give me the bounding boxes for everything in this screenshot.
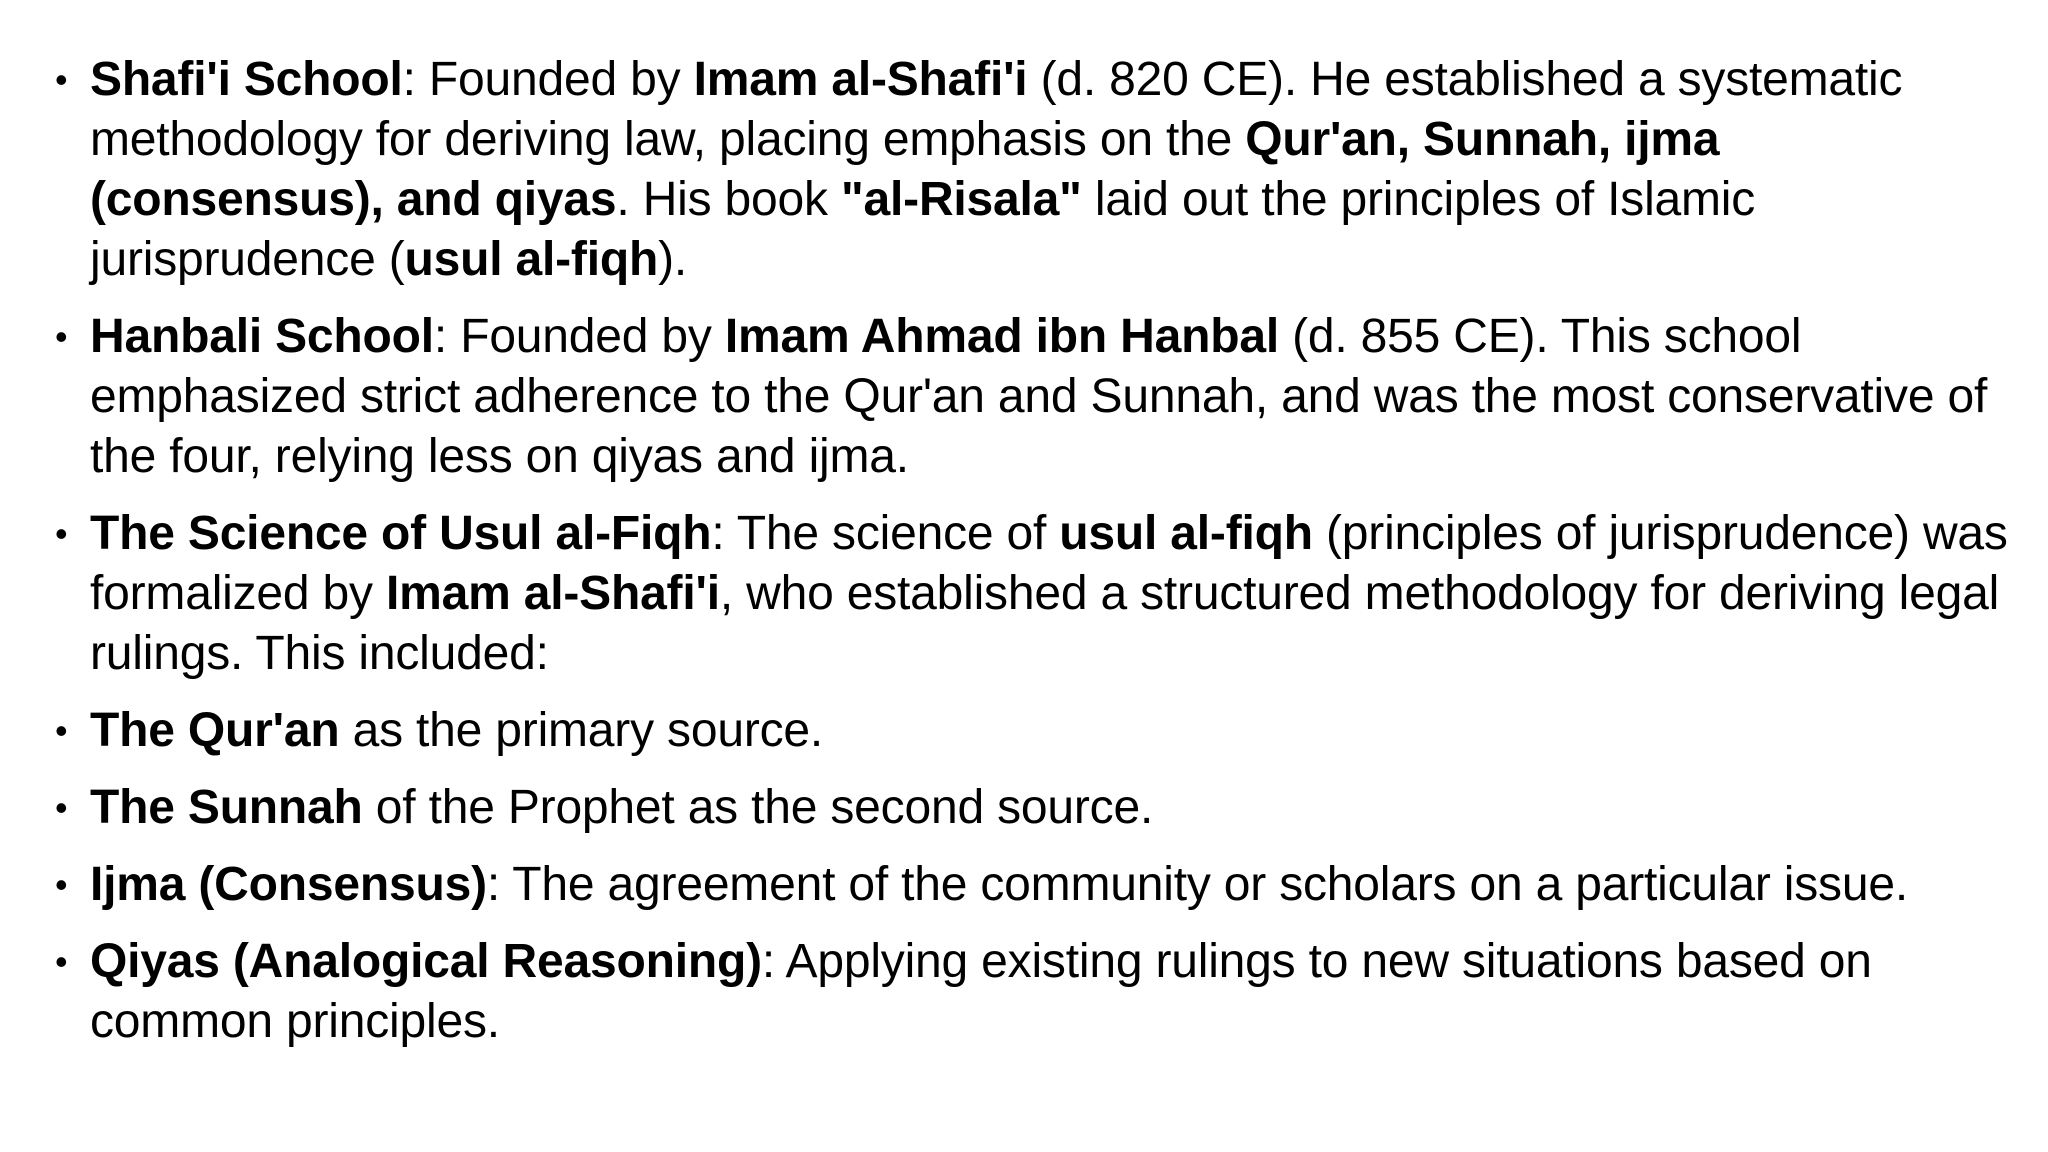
bold-term: Imam al-Shafi'i (693, 53, 1028, 106)
text-segment: , who established a structured methodology for deriving legal rulings. This included: (90, 567, 2000, 680)
text-segment: : Applying existing rulings to new situations based on common principles. (90, 935, 1872, 1048)
bold-term: Hanbali School (90, 310, 434, 363)
bullet-dot-icon: • (55, 941, 68, 982)
bullet-item-ijma (55, 855, 2015, 915)
bullet-text (90, 53, 1902, 286)
bullet-list (55, 50, 2015, 1069)
bullet-item-hanbali-school (55, 307, 2015, 487)
bold-term: The Qur'an (90, 704, 340, 757)
bold-term: Ijma (Consensus) (90, 858, 487, 911)
text-segment: of the Prophet as the second source. (362, 781, 1154, 834)
text-segment: (d. 855 CE). This school emphasized strict adherence to the Qur'an and Sunnah, and was the most conservative of the four, relying less on qiyas and ijma. (90, 310, 1988, 483)
bullet-item-usul-al-fiqh (55, 504, 2015, 684)
text-segment: (principles of jurisprudence) was formalized by (90, 507, 2008, 620)
bullet-text (90, 507, 2008, 680)
text-segment: : Founded by (433, 310, 725, 363)
bullet-dot-icon: • (55, 513, 68, 554)
text-segment: . His book (616, 173, 841, 226)
bold-term: Qur'an, Sunnah, ijma (consensus), and qiyas (90, 113, 1720, 226)
bullet-item-sunnah (55, 778, 2015, 838)
bullet-item-qiyas (55, 932, 2015, 1052)
bullet-dot-icon: • (55, 864, 68, 905)
bullet-text (90, 935, 1872, 1048)
bold-term: "al-Risala" (840, 173, 1082, 226)
bullet-item-shafii-school (55, 50, 2015, 290)
bold-term: Shafi'i School (90, 53, 403, 106)
text-segment: (d. 820 CE). He established a systematic methodology for deriving law, placing emphasis on the (90, 53, 1903, 166)
text-segment: : The science of (711, 507, 1060, 560)
bullet-dot-icon: • (55, 710, 68, 751)
text-segment: as the primary source. (339, 704, 824, 757)
bold-term: Qiyas (Analogical Reasoning) (90, 935, 762, 988)
bullet-dot-icon: • (55, 316, 68, 357)
bold-term: Imam Ahmad ibn Hanbal (724, 310, 1279, 363)
bullet-text (90, 781, 1153, 834)
bold-term: The Sunnah (90, 781, 363, 834)
bold-term: Imam al-Shafi'i (385, 567, 720, 620)
bullet-text (90, 310, 1987, 483)
bullet-item-quran (55, 701, 2015, 761)
bullet-dot-icon: • (55, 787, 68, 828)
bold-term: usul al-fiqh (404, 233, 659, 286)
bold-term: usul al-fiqh (1059, 507, 1313, 560)
text-segment: ). (658, 233, 688, 286)
text-segment: : Founded by (402, 53, 694, 106)
bullet-text (90, 858, 1908, 911)
text-segment: : The agreement of the community or scholars on a particular issue. (486, 858, 1908, 911)
bold-term: The Science of Usul al-Fiqh (90, 507, 712, 560)
bullet-text (90, 704, 823, 757)
text-segment: laid out the principles of Islamic jurisprudence ( (90, 173, 1756, 286)
bullet-dot-icon: • (55, 59, 68, 100)
